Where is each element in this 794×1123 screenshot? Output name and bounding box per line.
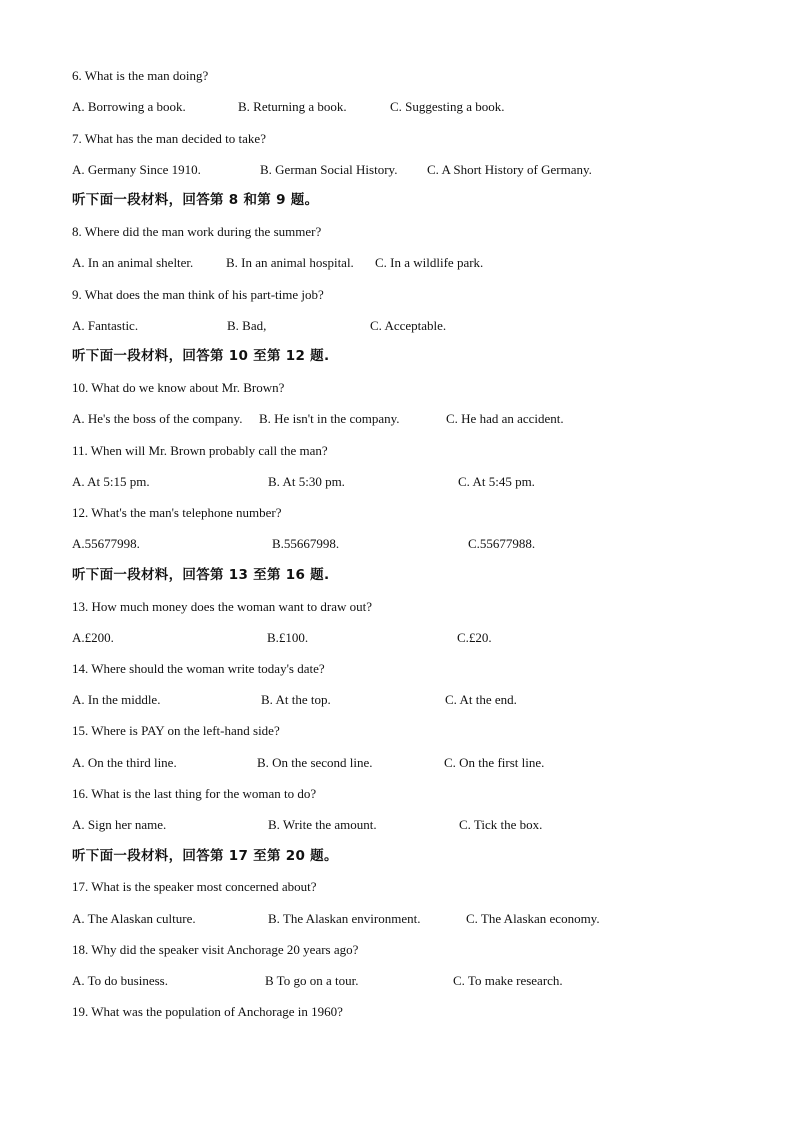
option-c: C.£20.: [457, 630, 492, 645]
option-b: B. Returning a book.: [238, 99, 347, 114]
option-c: C. Tick the box.: [459, 817, 543, 832]
question-9: 9. What does the man think of his part-time job?: [72, 287, 324, 302]
section-heading-8-9: 听下面一段材料，回答第 8 和第 9 题。: [72, 192, 319, 208]
option-c: C. Acceptable.: [370, 318, 447, 333]
option-c: C. At the end.: [445, 692, 517, 707]
option-a: A. The Alaskan culture.: [72, 911, 196, 926]
option-b: B.£100.: [267, 630, 309, 645]
option-b: B. In an animal hospital.: [226, 255, 354, 270]
question-12: 12. What's the man's telephone number?: [72, 505, 282, 520]
option-c: C. Suggesting a book.: [390, 99, 505, 114]
question-7: 7. What has the man decided to take?: [72, 131, 266, 146]
option-b: B. On the second line.: [257, 755, 373, 770]
option-a: A. On the third line.: [72, 755, 177, 770]
option-c: C. A Short History of Germany.: [427, 162, 592, 177]
question-11: 11. When will Mr. Brown probably call the man?: [72, 443, 328, 458]
section-heading-17-20: 听下面一段材料，回答第 17 至第 20 题。: [72, 848, 338, 864]
question-8: 8. Where did the man work during the summer?: [72, 224, 322, 239]
option-a: A.£200.: [72, 630, 114, 645]
question-18: 18. Why did the speaker visit Anchorage 20 years ago?: [72, 942, 359, 957]
option-a: A. He's the boss of the company.: [72, 411, 243, 426]
option-a: A.55677998.: [72, 536, 140, 551]
option-b: B. Write the amount.: [268, 817, 377, 832]
option-c: C. In a wildlife park.: [375, 255, 484, 270]
option-b: B. At 5:30 pm.: [268, 474, 345, 489]
question-15: 15. Where is PAY on the left-hand side?: [72, 723, 280, 738]
option-a: A. In the middle.: [72, 692, 161, 707]
option-b: B. The Alaskan environment.: [268, 911, 421, 926]
option-b: B. He isn't in the company.: [259, 411, 400, 426]
option-b: B. At the top.: [261, 692, 331, 707]
option-c: C. The Alaskan economy.: [466, 911, 600, 926]
option-a: A. Fantastic.: [72, 318, 139, 333]
question-10: 10. What do we know about Mr. Brown?: [72, 380, 285, 395]
section-heading-10-12: 听下面一段材料，回答第 10 至第 12 题.: [72, 348, 330, 364]
option-c: C. To make research.: [453, 973, 563, 988]
option-b: B To go on a tour.: [265, 973, 359, 988]
option-a: A. Borrowing a book.: [72, 99, 186, 114]
question-6: 6. What is the man doing?: [72, 68, 209, 83]
section-heading-13-16: 听下面一段材料，回答第 13 至第 16 题.: [72, 567, 330, 583]
question-19: 19. What was the population of Anchorage in 1960?: [72, 1004, 343, 1019]
option-c: C.55677988.: [468, 536, 536, 551]
question-14: 14. Where should the woman write today's date?: [72, 661, 325, 676]
option-c: C. At 5:45 pm.: [458, 474, 535, 489]
option-b: B. German Social History.: [260, 162, 398, 177]
question-16: 16. What is the last thing for the woman to do?: [72, 786, 317, 801]
option-a: A. At 5:15 pm.: [72, 474, 150, 489]
option-b: B.55667998.: [272, 536, 340, 551]
question-13: 13. How much money does the woman want to draw out?: [72, 599, 373, 614]
option-a: A. In an animal shelter.: [72, 255, 194, 270]
option-a: A. To do business.: [72, 973, 168, 988]
question-17: 17. What is the speaker most concerned about?: [72, 879, 317, 894]
option-b: B. Bad,: [227, 318, 267, 333]
option-a: A. Sign her name.: [72, 817, 167, 832]
option-c: C. On the first line.: [444, 755, 545, 770]
option-a: A. Germany Since 1910.: [72, 162, 201, 177]
option-c: C. He had an accident.: [446, 411, 564, 426]
